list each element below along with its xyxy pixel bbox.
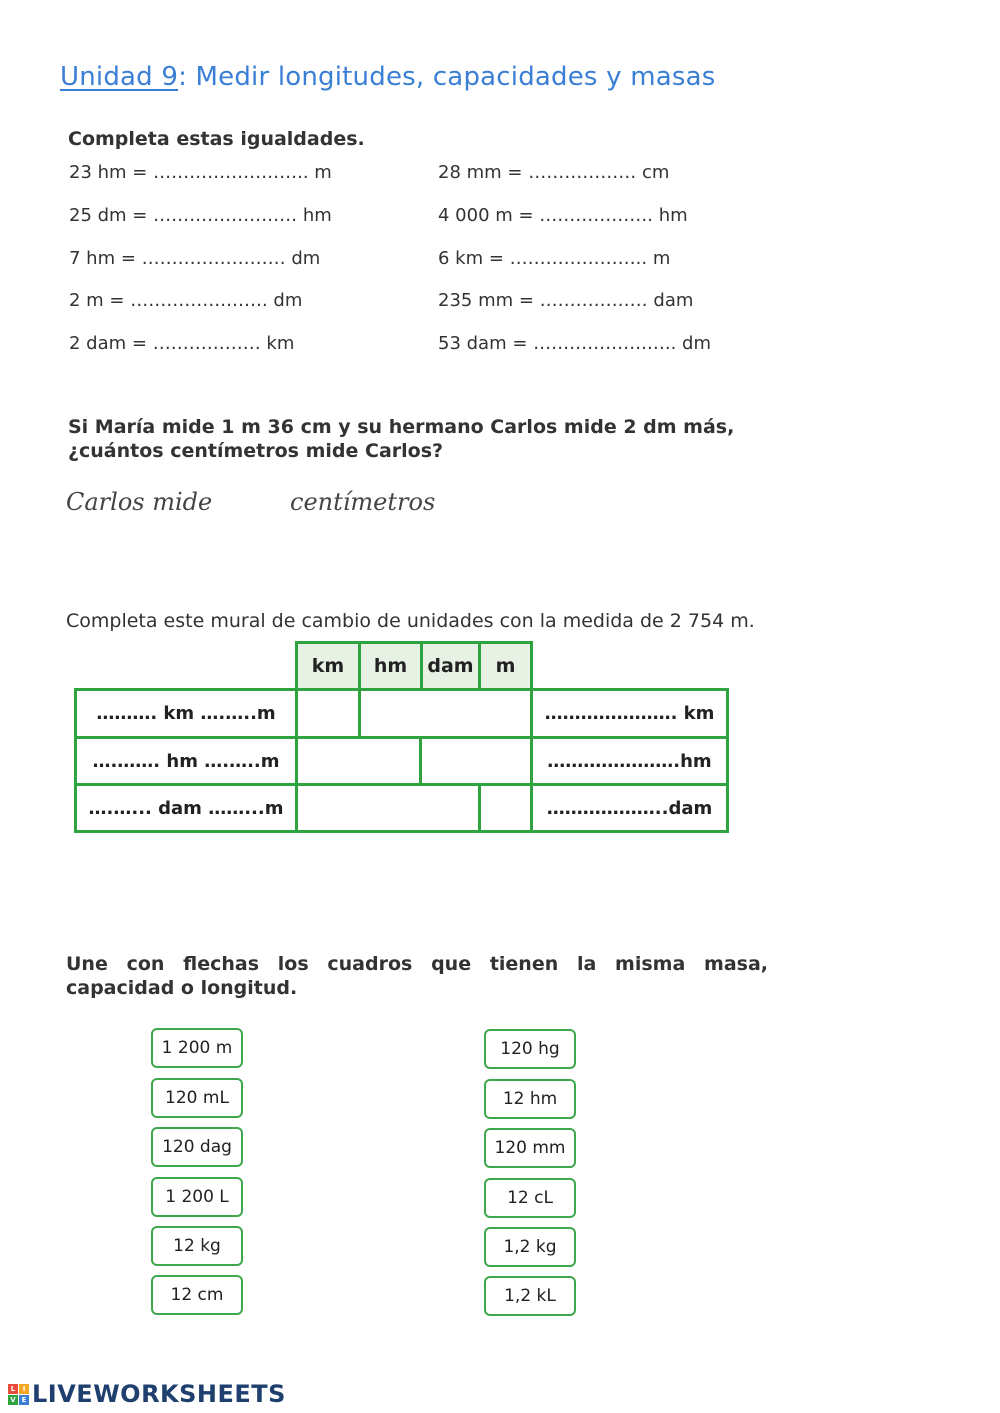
- match-left-box[interactable]: 12 cm: [151, 1275, 243, 1315]
- title-unit: Unidad 9: [60, 62, 179, 92]
- ex1-heading: Completa estas igualdades.: [68, 128, 365, 150]
- match-left-box[interactable]: 120 mL: [151, 1078, 243, 1118]
- ex4-heading: Une con flechas los cuadros que tienen la misma masa, capacidad o longitud.: [66, 953, 768, 999]
- match-left-box[interactable]: 120 dag: [151, 1127, 243, 1167]
- mural-row3-right: ………………..dam: [530, 783, 729, 833]
- ex2-answer-prefix: Carlos mide: [66, 488, 213, 516]
- ex1-right-3: 6 km = ………………….. m: [438, 248, 671, 269]
- mural-row1-right: …………………. km: [530, 688, 729, 739]
- ex1-right-4: 235 mm = ……………… dam: [438, 290, 694, 311]
- logo-letter: L: [8, 1384, 18, 1394]
- ex1-right-2: 4 000 m = ………………. hm: [438, 205, 688, 226]
- ex1-left-5: 2 dam = ……………… km: [69, 333, 295, 354]
- ex2-question: Si María mide 1 m 36 cm y su hermano Carlos mide 2 dm más, ¿cuántos centímetros mide Carlos?: [68, 416, 735, 462]
- match-left-box[interactable]: 12 kg: [151, 1226, 243, 1266]
- mural-row3-left: ….…... dam ……...m: [74, 783, 298, 833]
- mural-header-hm: hm: [358, 641, 423, 691]
- page-title: [60, 62, 715, 92]
- mural-row1-left: ………. km ….…..m: [74, 688, 298, 739]
- ex1-left-1: 23 hm = …………………….. m: [69, 162, 332, 183]
- mural-row1-rest-cell[interactable]: [358, 688, 533, 739]
- match-right-box[interactable]: 12 hm: [484, 1079, 576, 1119]
- mural-header-dam: dam: [420, 641, 481, 691]
- mural-header-km: km: [295, 641, 361, 691]
- mural-row2-left: ….……. hm ….…..m: [74, 736, 298, 786]
- liveworksheets-logo-icon: [8, 1384, 29, 1405]
- match-right-box[interactable]: 120 mm: [484, 1128, 576, 1168]
- match-left-box[interactable]: 1 200 m: [151, 1028, 243, 1068]
- ex1-left-4: 2 m = …………….……. dm: [69, 290, 303, 311]
- mural-row1-km-cell[interactable]: [295, 688, 361, 739]
- logo-letter: V: [8, 1395, 18, 1405]
- unit-mural: [74, 641, 729, 833]
- title-rest: : Medir longitudes, capacidades y masas: [178, 62, 716, 92]
- mural-row3-m-cell[interactable]: [478, 783, 533, 833]
- match-right-box[interactable]: 1,2 kL: [484, 1276, 576, 1316]
- logo-letter: E: [19, 1395, 29, 1405]
- match-left-box[interactable]: 1 200 L: [151, 1177, 243, 1217]
- ex1-left-3: 7 hm = …………………… dm: [69, 248, 321, 269]
- logo-letter: I: [19, 1384, 29, 1394]
- mural-row2-right: ………………….hm: [530, 736, 729, 786]
- match-right-box[interactable]: 12 cL: [484, 1178, 576, 1218]
- ex2-answer-suffix: centímetros: [290, 488, 436, 516]
- footer-logo[interactable]: [8, 1380, 286, 1408]
- mural-header-m: m: [478, 641, 533, 691]
- mural-row2-rest-cell[interactable]: [419, 736, 533, 786]
- ex3-heading: Completa este mural de cambio de unidades con la medida de 2 754 m.: [66, 610, 755, 632]
- match-right-box[interactable]: 120 hg: [484, 1029, 576, 1069]
- mural-row2-hm-cell[interactable]: [295, 736, 422, 786]
- ex1-right-1: 28 mm = ……………… cm: [438, 162, 670, 183]
- ex1-right-5: 53 dam = ……………….….. dm: [438, 333, 711, 354]
- ex1-left-2: 25 dm = …………………… hm: [69, 205, 332, 226]
- mural-row3-dam-cell[interactable]: [295, 783, 481, 833]
- brand-name: LIVEWORKSHEETS: [32, 1380, 286, 1408]
- match-right-box[interactable]: 1,2 kg: [484, 1227, 576, 1267]
